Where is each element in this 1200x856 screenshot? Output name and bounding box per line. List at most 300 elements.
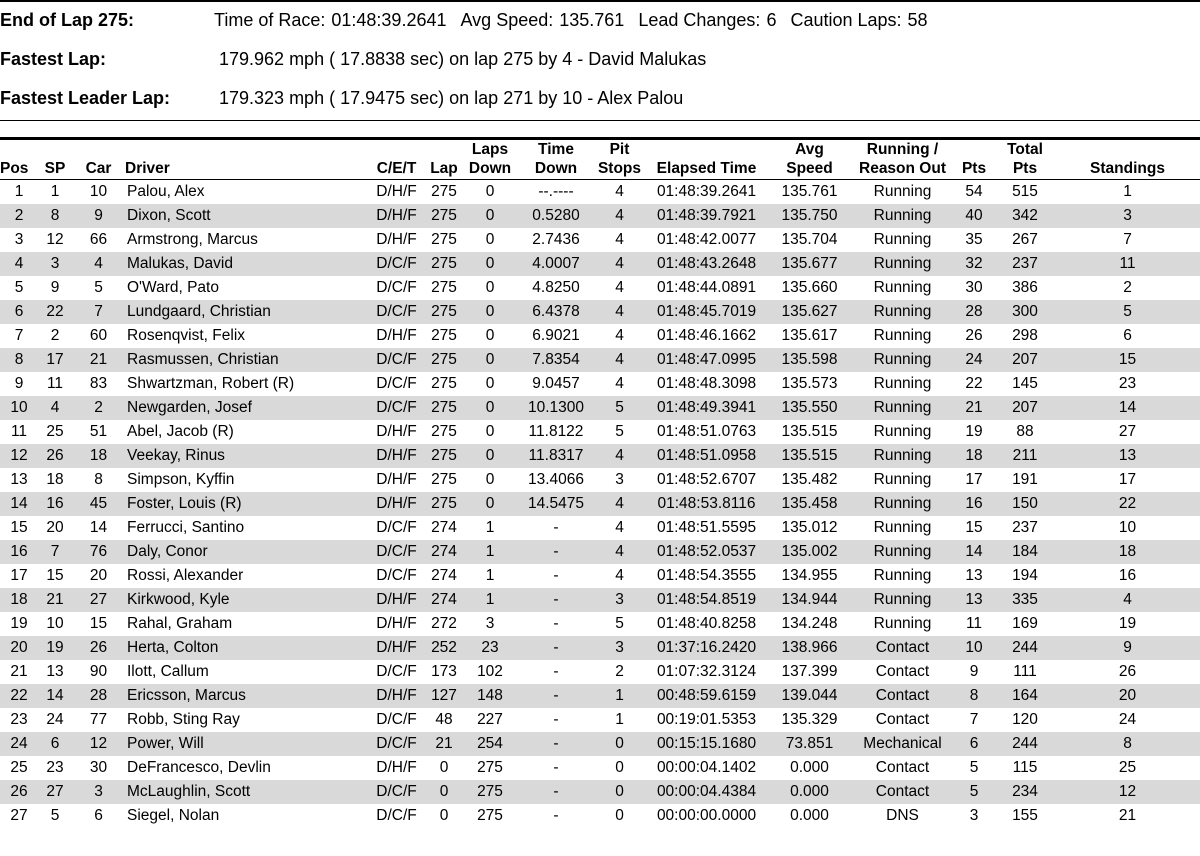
cell-time-down: 10.1300 [519, 396, 593, 420]
cell-avg-speed: 135.329 [781, 711, 838, 728]
cell-standings: 1 [1123, 183, 1132, 200]
cell-elapsed-time: 01:07:32.3124 [656, 663, 757, 680]
cell-sp: 6 [38, 732, 72, 756]
cell-pos: 26 [0, 780, 38, 804]
cell-running: Running [873, 279, 932, 296]
cell-running: Running [873, 567, 932, 584]
cell-driver: Kirkwood, Kyle [125, 588, 366, 612]
cell-driver: Abel, Jacob (R) [127, 423, 234, 440]
cell-cet: D/C/F [376, 375, 417, 392]
cell-car: 12 [72, 732, 125, 756]
cell-car: 27 [72, 588, 125, 612]
cell-standings: 7 [1123, 231, 1132, 248]
cell-pit-stops: 4 [593, 540, 646, 564]
cell-laps-down: 0 [461, 300, 519, 324]
cell-avg-speed: 134.944 [767, 588, 852, 612]
cell-standings: 23 [1118, 375, 1137, 392]
cell-standings: 26 [1118, 663, 1137, 680]
cell-cet: D/H/F [376, 759, 417, 776]
cell-driver: Herta, Colton [125, 636, 366, 660]
cell-running: Running [852, 588, 953, 612]
cell-laps-down: 0 [461, 348, 519, 372]
cell-pos: 18 [0, 588, 38, 612]
cell-avg-speed: 135.515 [781, 423, 838, 440]
cell-car: 51 [89, 423, 108, 440]
end-of-lap-label: End of Lap 275: [0, 10, 135, 30]
cell-time-down: - [519, 540, 593, 564]
cell-avg-speed: 135.598 [767, 348, 852, 372]
cell-laps-down: 148 [461, 684, 519, 708]
cell-car: 20 [89, 567, 108, 584]
cell-pos: 7 [14, 327, 24, 344]
cell-cet: D/H/F [366, 444, 427, 468]
cell-laps-down: 227 [477, 711, 503, 728]
cell-elapsed-time: 00:15:15.1680 [646, 732, 767, 756]
cell-sp: 17 [38, 348, 72, 372]
cell-driver: Ericsson, Marcus [125, 684, 366, 708]
cell-pts: 11 [965, 615, 983, 632]
cell-running: Running [873, 615, 932, 632]
cell-time-down: 13.4066 [527, 471, 585, 488]
cell-pos: 6 [0, 300, 38, 324]
caution-laps-value: 58 [907, 10, 928, 30]
col-car: Car [72, 140, 125, 180]
cell-standings: 11 [1055, 252, 1200, 276]
cell-pts: 9 [969, 663, 979, 680]
cell-elapsed-time: 01:48:52.0537 [646, 540, 767, 564]
cell-driver: Armstrong, Marcus [127, 231, 258, 248]
cell-total-pts: 145 [1012, 375, 1038, 392]
cell-lap: 275 [427, 300, 461, 324]
cell-sp: 25 [46, 423, 64, 440]
cell-cet: D/C/F [366, 540, 427, 564]
cell-cet: D/C/F [366, 732, 427, 756]
cell-avg-speed: 135.458 [767, 492, 852, 516]
cell-pit-stops: 1 [593, 684, 646, 708]
table-row [0, 300, 1200, 324]
cell-running: Contact [852, 684, 953, 708]
cell-lap: 21 [427, 732, 461, 756]
cell-lap: 275 [431, 375, 457, 392]
cell-time-down: 14.5475 [519, 492, 593, 516]
cell-cet: D/C/F [376, 519, 417, 536]
cell-total-pts: 184 [995, 540, 1055, 564]
cell-cet: D/H/F [366, 588, 427, 612]
cell-car: 45 [72, 492, 125, 516]
cell-cet: D/H/F [366, 492, 427, 516]
cell-running: Running [873, 423, 932, 440]
results-table [0, 140, 1200, 828]
results-body [0, 180, 1200, 829]
cell-pts: 30 [965, 279, 983, 296]
cell-avg-speed: 135.660 [781, 279, 838, 296]
cell-pos: 4 [0, 252, 38, 276]
cell-lap: 274 [431, 519, 457, 536]
cell-avg-speed: 135.704 [781, 231, 838, 248]
cell-standings: 27 [1118, 423, 1137, 440]
cell-time-down: 6.4378 [519, 300, 593, 324]
table-row [0, 468, 1200, 492]
cell-car: 5 [94, 279, 103, 296]
cell-car: 66 [89, 231, 108, 248]
cell-pit-stops: 3 [593, 588, 646, 612]
cell-pit-stops: 5 [615, 615, 624, 632]
cell-driver: Ilott, Callum [127, 663, 209, 680]
cell-lap: 275 [427, 396, 461, 420]
cell-laps-down: 102 [477, 663, 503, 680]
cell-laps-down: 275 [477, 807, 503, 824]
table-row [0, 420, 1200, 444]
cell-running: Running [852, 300, 953, 324]
cell-laps-down: 0 [485, 231, 495, 248]
cell-standings: 6 [1123, 327, 1132, 344]
cell-pts: 13 [965, 567, 983, 584]
cell-cet: D/C/F [366, 300, 427, 324]
cell-pos: 27 [10, 807, 28, 824]
col-laps-down: Laps Down [461, 140, 519, 180]
cell-time-down: - [519, 684, 593, 708]
top-rule [0, 0, 1200, 2]
cell-pts: 21 [953, 396, 995, 420]
cell-avg-speed: 0.000 [790, 807, 829, 824]
cell-pts: 19 [965, 423, 983, 440]
cell-lap: 173 [431, 663, 457, 680]
cell-car: 90 [89, 663, 108, 680]
cell-standings: 14 [1055, 396, 1200, 420]
table-row [0, 660, 1200, 684]
cell-elapsed-time: 01:48:39.7921 [646, 204, 767, 228]
cell-lap: 275 [427, 348, 461, 372]
cell-standings: 5 [1055, 300, 1200, 324]
cell-pit-stops: 1 [615, 711, 624, 728]
table-row [0, 396, 1200, 420]
cell-lap: 0 [427, 780, 461, 804]
cell-time-down: 11.8317 [519, 444, 593, 468]
cell-driver: McLaughlin, Scott [125, 780, 366, 804]
cell-sp: 23 [46, 759, 64, 776]
cell-total-pts: 211 [995, 444, 1055, 468]
cell-total-pts: 169 [1012, 615, 1038, 632]
cell-running: Running [852, 492, 953, 516]
cell-cet: D/H/F [366, 684, 427, 708]
cell-standings: 19 [1118, 615, 1137, 632]
cell-pts: 10 [953, 636, 995, 660]
col-standings: Standings [1055, 140, 1200, 180]
cell-pit-stops: 4 [615, 279, 624, 296]
cell-elapsed-time: 01:48:46.1662 [656, 327, 757, 344]
avg-speed-label: Avg Speed: [460, 10, 554, 30]
cell-pit-stops: 4 [615, 183, 624, 200]
cell-driver: Power, Will [125, 732, 366, 756]
cell-driver: Newgarden, Josef [125, 396, 366, 420]
cell-running: Running [873, 519, 932, 536]
cell-cet: D/C/F [366, 348, 427, 372]
cell-driver: Rosenqvist, Felix [127, 327, 246, 344]
time-of-race-value: 01:48:39.2641 [331, 10, 447, 30]
cell-total-pts: 111 [1013, 663, 1037, 680]
cell-laps-down: 0 [485, 375, 495, 392]
cell-avg-speed: 0.000 [767, 780, 852, 804]
cell-pos: 1 [14, 183, 24, 200]
cell-running: Mechanical [852, 732, 953, 756]
cell-time-down: 0.5280 [519, 204, 593, 228]
cell-pos: 5 [14, 279, 24, 296]
cell-pts: 54 [965, 183, 983, 200]
cell-driver: Rahal, Graham [127, 615, 233, 632]
cell-running: Running [852, 252, 953, 276]
cell-pos: 14 [0, 492, 38, 516]
cell-time-down: - [519, 732, 593, 756]
cell-pts: 3 [969, 807, 979, 824]
table-row [0, 492, 1200, 516]
cell-running: Contact [875, 663, 930, 680]
cell-pos: 19 [10, 615, 28, 632]
cell-pit-stops: 4 [615, 519, 624, 536]
fastest-lap-label: Fastest Lap: [0, 49, 107, 69]
cell-car: 2 [72, 396, 125, 420]
cell-cet: D/H/F [366, 636, 427, 660]
cell-standings: 18 [1055, 540, 1200, 564]
cell-standings: 8 [1055, 732, 1200, 756]
cell-running: Running [852, 396, 953, 420]
cell-sp: 14 [38, 684, 72, 708]
cell-cet: D/C/F [376, 663, 417, 680]
cell-pos: 17 [10, 567, 28, 584]
cell-sp: 13 [46, 663, 64, 680]
cell-pos: 22 [0, 684, 38, 708]
col-pos: Pos [0, 140, 38, 180]
cell-pos: 25 [10, 759, 28, 776]
col-pts: Pts [953, 140, 995, 180]
cell-elapsed-time: 00:19:01.5353 [656, 711, 757, 728]
cell-time-down: - [519, 588, 593, 612]
cell-pts: 14 [953, 540, 995, 564]
cell-avg-speed: 137.399 [781, 663, 838, 680]
cell-car: 3 [72, 780, 125, 804]
cell-pit-stops: 5 [615, 423, 624, 440]
cell-elapsed-time: 01:48:47.0995 [646, 348, 767, 372]
end-of-lap-summary [0, 6, 1200, 34]
col-elapsed-time: Elapsed Time [646, 140, 767, 180]
time-of-race-label: Time of Race: [214, 10, 326, 30]
cell-pit-stops: 4 [593, 252, 646, 276]
cell-standings: 24 [1118, 711, 1137, 728]
cell-standings: 17 [1118, 471, 1137, 488]
cell-pos: 20 [0, 636, 38, 660]
cell-total-pts: 115 [1012, 759, 1038, 776]
cell-sp: 8 [38, 204, 72, 228]
race-stats [214, 6, 942, 34]
cell-avg-speed: 134.248 [781, 615, 838, 632]
cell-time-down: 9.0457 [532, 375, 580, 392]
cell-standings: 4 [1055, 588, 1200, 612]
cell-laps-down: 0 [485, 279, 495, 296]
cell-time-down: - [553, 615, 559, 632]
cell-pts: 5 [969, 759, 979, 776]
cell-pos: 12 [0, 444, 38, 468]
cell-sp: 12 [46, 231, 64, 248]
table-header-row [0, 140, 1200, 180]
cell-elapsed-time: 01:48:42.0077 [656, 231, 757, 248]
cell-pts: 7 [969, 711, 979, 728]
cell-elapsed-time: 01:48:52.6707 [656, 471, 757, 488]
cell-total-pts: 120 [1012, 711, 1038, 728]
cell-elapsed-time: 00:00:04.1402 [656, 759, 757, 776]
cell-laps-down: 0 [485, 471, 495, 488]
col-sp: SP [38, 140, 72, 180]
cell-pts: 28 [953, 300, 995, 324]
cell-driver: Simpson, Kyffin [127, 471, 235, 488]
cell-car: 15 [89, 615, 108, 632]
cell-time-down: - [553, 807, 559, 824]
cell-laps-down: 3 [485, 615, 495, 632]
cell-car: 77 [89, 711, 108, 728]
cell-sp: 22 [38, 300, 72, 324]
cell-pit-stops: 4 [615, 567, 624, 584]
fastest-lap-summary [0, 45, 1200, 73]
avg-speed-value: 135.761 [559, 10, 625, 30]
cell-pit-stops: 4 [615, 375, 624, 392]
cell-standings: 15 [1055, 348, 1200, 372]
cell-avg-speed: 139.044 [767, 684, 852, 708]
cell-laps-down: 0 [461, 492, 519, 516]
cell-time-down: 4.8250 [532, 279, 580, 296]
cell-elapsed-time: 01:37:16.2420 [646, 636, 767, 660]
cell-cet: D/C/F [366, 252, 427, 276]
fastest-leader-lap-label: Fastest Leader Lap: [0, 88, 171, 108]
fastest-lap-value: 179.962 mph ( 17.8838 sec) on lap 275 by 4 - David Malukas [219, 49, 707, 69]
cell-lap: 48 [435, 711, 453, 728]
cell-cet: D/C/F [376, 567, 417, 584]
cell-pts: 18 [953, 444, 995, 468]
cell-car: 4 [72, 252, 125, 276]
cell-sp: 1 [50, 183, 60, 200]
cell-pts: 26 [965, 327, 983, 344]
cell-laps-down: 0 [485, 327, 495, 344]
table-row [0, 588, 1200, 612]
cell-running: Running [852, 444, 953, 468]
cell-pos: 2 [0, 204, 38, 228]
cell-time-down: 4.0007 [519, 252, 593, 276]
cell-car: 6 [94, 807, 103, 824]
cell-pit-stops: 0 [593, 732, 646, 756]
cell-total-pts: 335 [995, 588, 1055, 612]
cell-pos: 10 [0, 396, 38, 420]
cell-lap: 275 [427, 204, 461, 228]
cell-running: Running [873, 375, 932, 392]
cell-driver: Rossi, Alexander [127, 567, 244, 584]
col-cet: C/E/T [366, 140, 427, 180]
cell-sp: 24 [46, 711, 64, 728]
cell-car: 8 [94, 471, 103, 488]
cell-lap: 274 [427, 588, 461, 612]
table-row [0, 540, 1200, 564]
cell-pit-stops: 4 [593, 204, 646, 228]
cell-sp: 19 [38, 636, 72, 660]
col-lap: Lap [427, 140, 461, 180]
cell-avg-speed: 135.515 [767, 444, 852, 468]
cell-running: Running [852, 348, 953, 372]
cell-pit-stops: 4 [593, 348, 646, 372]
cell-driver: Dixon, Scott [125, 204, 366, 228]
cell-elapsed-time: 01:48:43.2648 [646, 252, 767, 276]
cell-pos: 8 [0, 348, 38, 372]
cell-elapsed-time: 00:00:00.0000 [656, 807, 757, 824]
cell-laps-down: 275 [477, 759, 503, 776]
cell-cet: D/C/F [376, 807, 417, 824]
cell-driver: Rasmussen, Christian [125, 348, 366, 372]
cell-driver: Lundgaard, Christian [125, 300, 366, 324]
table-row [0, 612, 1200, 636]
cell-total-pts: 164 [995, 684, 1055, 708]
cell-time-down: - [553, 663, 559, 680]
cell-laps-down: 0 [461, 444, 519, 468]
table-row [0, 444, 1200, 468]
cell-elapsed-time: 00:48:59.6159 [646, 684, 767, 708]
cell-lap: 275 [427, 252, 461, 276]
lead-changes-label: Lead Changes: [638, 10, 761, 30]
col-pit-stops: Pit Stops [593, 140, 646, 180]
cell-cet: D/H/F [376, 327, 417, 344]
cell-pit-stops: 4 [593, 492, 646, 516]
cell-avg-speed: 135.002 [767, 540, 852, 564]
fastest-leader-lap-value: 179.323 mph ( 17.9475 sec) on lap 271 by 10 - Alex Palou [219, 88, 684, 108]
table-row [0, 780, 1200, 804]
cell-time-down: - [553, 567, 559, 584]
cell-avg-speed: 0.000 [790, 759, 829, 776]
cell-pts: 40 [953, 204, 995, 228]
cell-avg-speed: 135.627 [767, 300, 852, 324]
cell-laps-down: 0 [461, 252, 519, 276]
cell-pts: 17 [965, 471, 983, 488]
table-row [0, 564, 1200, 588]
cell-sp: 27 [38, 780, 72, 804]
col-avg-speed: Avg Speed [767, 140, 852, 180]
table-row [0, 636, 1200, 660]
cell-standings: 2 [1123, 279, 1132, 296]
cell-elapsed-time: 01:48:48.3098 [656, 375, 757, 392]
col-total-pts: Total Pts [995, 140, 1055, 180]
cell-pit-stops: 5 [593, 396, 646, 420]
col-running: Running / Reason Out [852, 140, 953, 180]
cell-sp: 9 [50, 279, 60, 296]
cell-lap: 275 [427, 492, 461, 516]
cell-sp: 20 [46, 519, 64, 536]
cell-pos: 21 [10, 663, 28, 680]
cell-standings: 9 [1055, 636, 1200, 660]
table-row [0, 348, 1200, 372]
cell-cet: D/H/F [376, 423, 417, 440]
cell-time-down: - [553, 759, 559, 776]
cell-pts: 6 [953, 732, 995, 756]
cell-pit-stops: 3 [593, 636, 646, 660]
cell-pts: 32 [953, 252, 995, 276]
cell-total-pts: 207 [995, 396, 1055, 420]
cell-driver: Palou, Alex [127, 183, 205, 200]
cell-elapsed-time: 01:48:53.8116 [646, 492, 767, 516]
cell-cet: D/H/F [366, 204, 427, 228]
cell-lap: 275 [431, 231, 457, 248]
cell-time-down: - [519, 780, 593, 804]
cell-elapsed-time: 01:48:51.0763 [656, 423, 757, 440]
cell-pts: 22 [965, 375, 983, 392]
cell-pos: 13 [10, 471, 28, 488]
cell-running: DNS [886, 807, 919, 824]
cell-total-pts: 194 [1012, 567, 1038, 584]
cell-driver: Robb, Sting Ray [127, 711, 240, 728]
cell-driver: Foster, Louis (R) [125, 492, 366, 516]
cell-car: 60 [89, 327, 108, 344]
